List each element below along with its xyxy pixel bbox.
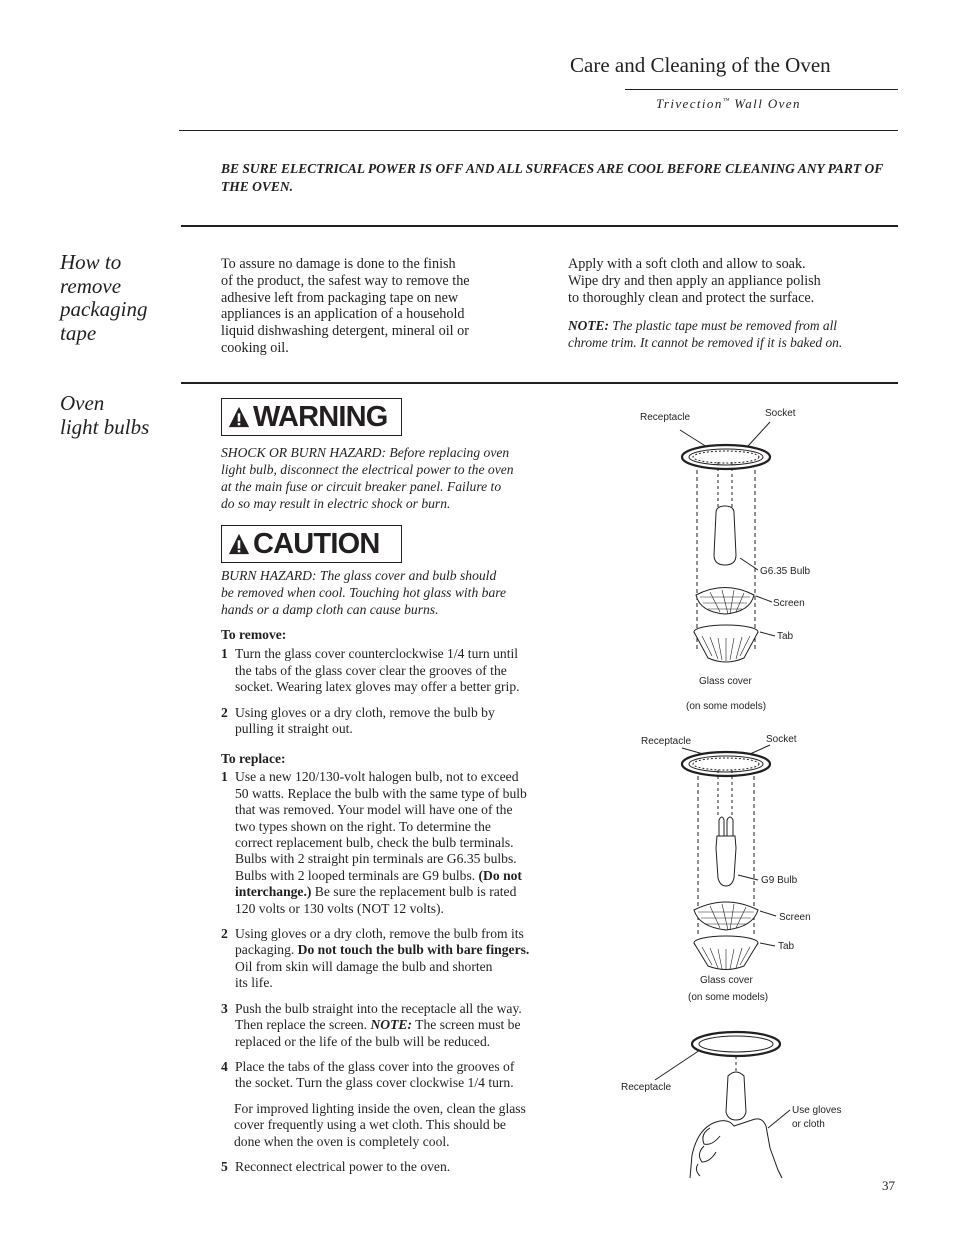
- socket-label: Socket: [766, 734, 797, 745]
- warning-triangle-icon: [228, 406, 250, 428]
- text-line: that was removed. Your model will have one of the: [235, 802, 513, 818]
- packaging-note: [568, 317, 898, 351]
- text-line: liquid dishwashing detergent, mineral oil or: [221, 323, 469, 340]
- text-line: Oil from skin will damage the bulb and shorten: [235, 958, 493, 974]
- socket-label: Socket: [765, 408, 796, 419]
- page-number: 37: [882, 1178, 895, 1193]
- remove-instructions: [221, 627, 556, 746]
- text-line: [235, 942, 556, 958]
- list-item: [221, 1059, 556, 1092]
- text-run: Bulbs with 2 looped terminals are G9 bulbs.: [235, 867, 479, 883]
- list-item: [221, 926, 556, 992]
- glass-cover-label: Glass cover: [700, 975, 753, 986]
- text-line: [235, 1017, 556, 1033]
- list-item: [221, 769, 556, 917]
- trademark-mark: ™: [722, 96, 730, 105]
- heading-line: Oven: [60, 391, 105, 415]
- screen-label: Screen: [779, 912, 811, 923]
- replace-instructions: [221, 751, 556, 1184]
- warning-label: WARNING: [253, 400, 388, 433]
- glass-cover-label: Glass cover: [699, 676, 752, 687]
- heading-line: remove: [60, 273, 122, 298]
- text-line: SHOCK OR BURN HAZARD: Before replacing oven: [221, 445, 510, 460]
- text-line: Turn the glass cover counterclockwise 1/4 turn until: [235, 646, 519, 662]
- text-line: Using gloves or a dry cloth, remove the bulb by: [235, 704, 495, 720]
- heading-line: packaging: [60, 297, 148, 321]
- bold-run: (Do not: [478, 867, 522, 883]
- text-line: 120 volts or 130 volts (NOT 12 volts).: [235, 900, 444, 916]
- list-item: [221, 646, 556, 695]
- leader-line: [768, 1110, 790, 1128]
- text-line: To assure no damage is done to the finish: [221, 256, 456, 272]
- text-line: For improved lighting inside the oven, clean the glass: [234, 1100, 526, 1116]
- text-line: to thoroughly clean and protect the surface.: [568, 289, 815, 306]
- header-divider: [179, 130, 898, 131]
- screen-label: Screen: [773, 598, 805, 609]
- step-number: 1: [221, 646, 228, 662]
- g9-bulb-diagram: [600, 730, 900, 980]
- text-run: The screen must be: [412, 1017, 521, 1033]
- replace-heading: To replace:: [221, 751, 286, 766]
- gloves-label: Use gloves: [792, 1105, 842, 1116]
- bulb-label: G9 Bulb: [761, 875, 798, 886]
- tab-label: Tab: [777, 631, 794, 642]
- text-line: light bulb, disconnect the electrical power to the oven: [221, 462, 514, 477]
- g9-bulb-shape: [716, 836, 736, 886]
- text-line: two types shown on the right. To determine the: [235, 818, 491, 834]
- text-line: Reconnect electrical power to the oven.: [235, 1158, 451, 1174]
- text-line: of the product, the safest way to remove the: [221, 272, 470, 289]
- step-number: 3: [221, 1000, 228, 1016]
- cloth-label: or cloth: [792, 1119, 825, 1130]
- list-item: [221, 705, 556, 738]
- leader-line: [655, 1050, 700, 1080]
- list-item: [221, 1001, 556, 1050]
- text-line: the socket. Turn the glass cover clockwise 1/4 turn.: [235, 1075, 514, 1091]
- text-line: 50 watts. Replace the bulb with the same type of bulb: [235, 785, 527, 801]
- leader-line: [738, 875, 758, 880]
- text-run: packaging.: [235, 942, 298, 958]
- leader-line: [760, 943, 775, 946]
- text-line: be removed when cool. Touching hot glass with bare: [221, 585, 507, 600]
- text-line: socket. Wearing latex gloves may offer a better grip.: [235, 679, 520, 695]
- list-item-note: [221, 1101, 556, 1150]
- screen-shape: [696, 588, 754, 615]
- text-line: its life.: [235, 975, 273, 991]
- receptacle-label: Receptacle: [621, 1082, 672, 1093]
- subtitle-product: Wall Oven: [729, 96, 801, 111]
- text-line: Using gloves or a dry cloth, remove the bulb from its: [235, 926, 524, 942]
- on-some-models-label: (on some models): [686, 701, 767, 712]
- text-line: do so may result in electric shock or burn.: [221, 496, 451, 511]
- receptacle-label: Receptacle: [641, 736, 692, 747]
- remove-heading: To remove:: [221, 627, 287, 642]
- receptacle-label: Receptacle: [640, 412, 691, 423]
- section-divider-2: [181, 382, 898, 384]
- caution-sign: [221, 525, 402, 563]
- text-line: cooking oil.: [221, 339, 289, 356]
- list-item: [221, 1159, 556, 1175]
- caution-label: CAUTION: [253, 527, 380, 560]
- g9-loop-terminals: [719, 817, 733, 836]
- text-run: Be sure the replacement bulb is rated: [311, 884, 517, 900]
- hand-install-diagram: [600, 1020, 860, 1180]
- caution-triangle-icon: [228, 533, 250, 555]
- section-divider: [181, 225, 898, 227]
- note-label: NOTE:: [568, 318, 609, 333]
- leader-line: [748, 422, 770, 446]
- text-line: appliances is an application of a household: [221, 306, 465, 323]
- text-run: Then replace the screen.: [235, 1017, 371, 1033]
- leader-line: [750, 745, 770, 754]
- step-number: 2: [221, 704, 228, 720]
- text-line: done when the oven is completely cool.: [234, 1133, 450, 1149]
- text-line: adhesive left from packaging tape on new: [221, 289, 459, 306]
- text-line: Apply with a soft cloth and allow to soak.: [568, 256, 806, 272]
- text-line: Wipe dry and then apply an appliance polish: [568, 272, 821, 289]
- text-line: cover frequently using a wet cloth. This should be: [234, 1117, 506, 1133]
- leader-line: [756, 596, 772, 602]
- packaging-col1: [221, 256, 556, 357]
- heading-line: light bulbs: [60, 414, 150, 439]
- bulbs-heading: [60, 392, 149, 439]
- power-off-warning: BE SURE ELECTRICAL POWER IS OFF AND ALL SURFACES ARE COOL BEFORE CLEANING ANY PART OF THE OVEN.: [221, 161, 884, 194]
- warning-text: [221, 444, 556, 512]
- bold-italic-run: NOTE:: [370, 1017, 413, 1033]
- heading-line: How to: [60, 250, 122, 274]
- step-number: 2: [221, 926, 228, 942]
- bulb-label: G6.35 Bulb: [760, 566, 811, 577]
- warning-sign: [221, 398, 402, 436]
- text-line: Use a new 120/130-volt halogen bulb, not to exceed: [235, 769, 519, 785]
- page-title: Care and Cleaning of the Oven: [570, 53, 831, 77]
- header-rule: [625, 89, 898, 90]
- screen-shape: [694, 902, 758, 930]
- note-line: chrome trim. It cannot be removed if it is baked on.: [568, 335, 843, 350]
- text-line: [235, 884, 556, 900]
- page-subtitle: [656, 96, 801, 112]
- text-line: at the main fuse or circuit breaker panel. Failure to: [221, 479, 502, 494]
- subtitle-brand: Trivection: [656, 96, 723, 111]
- text-line: Bulbs with 2 straight pin terminals are G6.35 bulbs.: [235, 851, 517, 867]
- tab-label: Tab: [778, 941, 795, 952]
- leader-line: [760, 632, 775, 636]
- packaging-heading: [60, 251, 147, 345]
- text-line: pulling it straight out.: [235, 721, 353, 737]
- text-line: [235, 868, 556, 884]
- step-number: 5: [221, 1158, 228, 1174]
- on-some-models-label: (on some models): [688, 992, 769, 1003]
- leader-line: [760, 911, 776, 916]
- bold-run: Do not touch the bulb with bare fingers.: [297, 942, 530, 958]
- bold-run: interchange.): [235, 884, 312, 900]
- note-text: The plastic tape must be removed from all: [608, 318, 838, 333]
- g635-bulb-shape: [714, 506, 736, 565]
- step-number: 4: [221, 1058, 228, 1074]
- text-line: replaced or the life of the bulb will be reduced.: [235, 1033, 491, 1049]
- text-line: correct replacement bulb, check the bulb terminals.: [235, 835, 514, 851]
- text-line: BURN HAZARD: The glass cover and bulb should: [221, 568, 497, 583]
- bulb-in-hand: [726, 1072, 746, 1120]
- text-line: hands or a damp cloth can cause burns.: [221, 602, 439, 617]
- packaging-col2: [568, 256, 898, 306]
- step-number: 1: [221, 769, 228, 785]
- text-line: Place the tabs of the glass cover into the grooves of: [235, 1058, 515, 1074]
- caution-text: [221, 567, 556, 618]
- text-line: Push the bulb straight into the receptacle all the way.: [235, 1000, 522, 1016]
- note-line: [568, 317, 898, 334]
- text-line: the tabs of the glass cover clear the grooves of the: [235, 662, 507, 678]
- heading-line: tape: [60, 320, 97, 345]
